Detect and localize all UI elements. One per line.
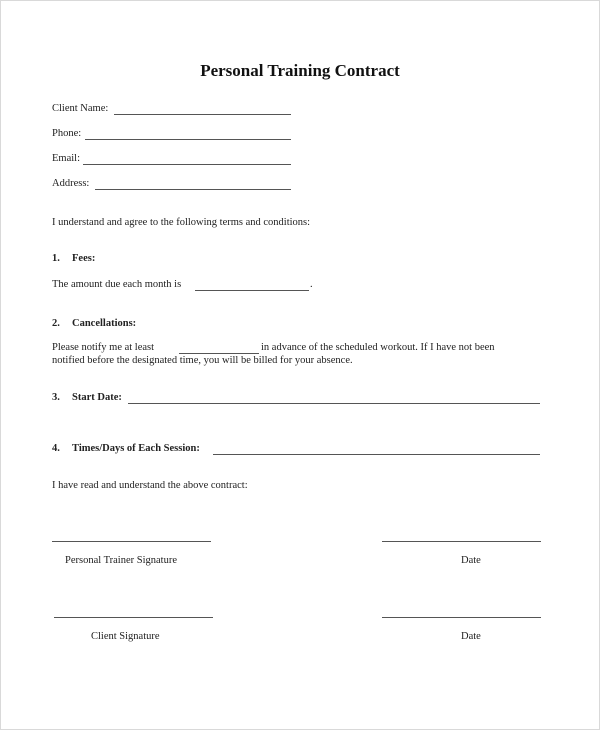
notice-period-line[interactable] <box>179 353 259 354</box>
client-name-label: Client Name: <box>52 103 109 114</box>
start-date-line[interactable] <box>128 403 540 404</box>
cancellations-text-2: notified before the designated time, you will be billed for your absence. <box>52 355 353 366</box>
section-number: 4. <box>52 443 60 454</box>
address-label: Address: <box>52 178 90 189</box>
trainer-signature-line[interactable] <box>52 541 211 542</box>
section-start-date-heading <box>52 392 122 403</box>
acknowledgement-text: I have read and understand the above contract: <box>52 480 248 491</box>
section-times-heading <box>52 443 200 454</box>
email-label: Email: <box>52 153 80 164</box>
section-heading: Start Date: <box>72 392 122 403</box>
section-heading: Times/Days of Each Session: <box>72 443 200 454</box>
section-number: 3. <box>52 392 60 403</box>
section-heading: Cancellations: <box>72 318 137 329</box>
trainer-signature-label: Personal Trainer Signature <box>65 555 177 566</box>
fees-amount-line[interactable] <box>195 290 309 291</box>
terms-intro: I understand and agree to the following terms and conditions: <box>52 217 311 228</box>
client-name-line[interactable] <box>114 114 291 115</box>
client-date-line[interactable] <box>382 617 541 618</box>
client-date-label: Date <box>461 631 481 642</box>
phone-label: Phone: <box>52 128 82 139</box>
section-heading: Fees: <box>72 253 96 264</box>
session-times-line[interactable] <box>213 454 540 455</box>
address-line[interactable] <box>95 189 291 190</box>
client-signature-line[interactable] <box>54 617 213 618</box>
cancellations-text-1b: in advance of the scheduled workout. If I have not been <box>261 342 495 353</box>
trainer-date-label: Date <box>461 555 481 566</box>
client-signature-label: Client Signature <box>91 631 160 642</box>
email-line[interactable] <box>83 164 291 165</box>
fees-period: . <box>310 279 313 290</box>
phone-line[interactable] <box>85 139 291 140</box>
cancellations-text-1a: Please notify me at least <box>52 342 155 353</box>
trainer-date-line[interactable] <box>382 541 541 542</box>
document-title: Personal Training Contract <box>200 61 400 80</box>
section-number: 1. <box>52 253 60 264</box>
section-fees-heading <box>52 253 95 264</box>
section-number: 2. <box>52 318 60 329</box>
fees-text: The amount due each month is <box>52 279 182 290</box>
section-cancellations-heading <box>52 318 136 329</box>
